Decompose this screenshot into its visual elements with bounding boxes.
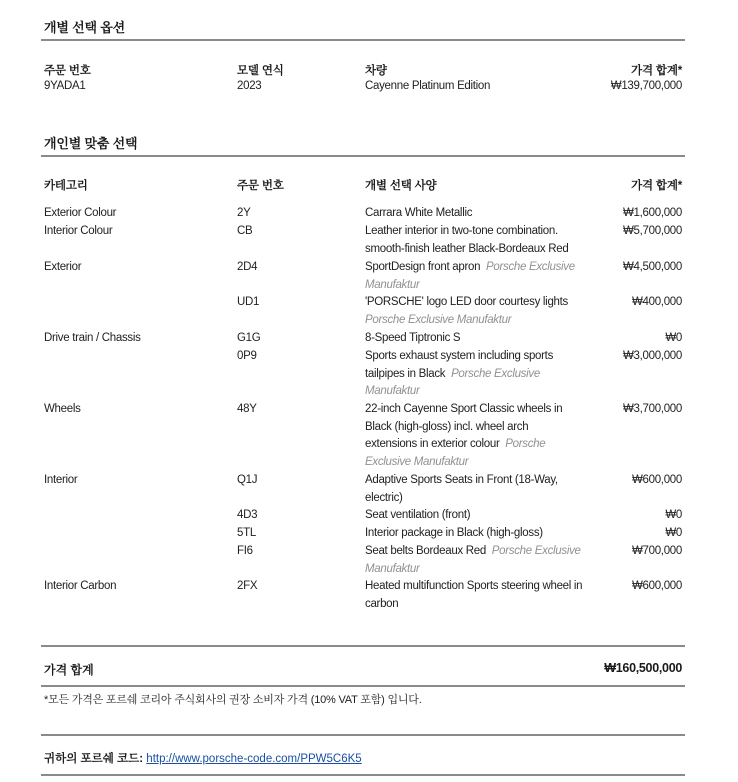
section-title-personalisation: 개인별 맞춤 선택 (44, 136, 138, 151)
manufaktur-note: Porsche Exclusive Manufaktur (365, 313, 512, 326)
option-category: Interior (44, 474, 78, 486)
option-category: Interior Carbon (44, 580, 117, 592)
header-vehicle: 차량 (365, 65, 387, 77)
option-category: Exterior (44, 261, 82, 273)
option-category: Exterior Colour (44, 207, 117, 219)
option-description: 'PORSCHE' logo LED door courtesy lights Porsche Exclusive Manufaktur (365, 296, 568, 326)
order-number-value: 9YADA1 (44, 80, 86, 92)
option-category: Interior Colour (44, 225, 113, 237)
option-code: 2D4 (237, 261, 258, 273)
option-description: Sports exhaust system including sports tailpipes in Black Porsche Exclusive Manufaktur (365, 350, 554, 397)
option-code: 48Y (237, 403, 257, 415)
total-label: 가격 합계 (44, 663, 94, 677)
option-code: Q1J (237, 474, 258, 486)
base-price-value: ₩139,700,000 (610, 80, 682, 92)
vehicle-value: Cayenne Platinum Edition (365, 80, 491, 92)
option-code: 5TL (237, 527, 256, 539)
option-code: G1G (237, 332, 261, 344)
header-option: 개별 선택 사양 (365, 180, 437, 192)
option-description: Adaptive Sports Seats in Front (18-Way, electric) (365, 474, 558, 504)
model-year-value: 2023 (237, 80, 262, 92)
manufaktur-note: Porsche Exclusive Manufaktur (365, 438, 546, 468)
total-price: ₩160,500,000 (604, 661, 682, 675)
option-description: Carrara White Metallic (365, 207, 473, 219)
option-price: ₩0 (665, 332, 682, 344)
header-order-number: 주문 번호 (44, 65, 91, 77)
manufaktur-note: Porsche Exclusive Manufaktur (365, 545, 581, 575)
option-code: 0P9 (237, 350, 257, 362)
manufaktur-note: Porsche Exclusive Manufaktur (365, 261, 575, 291)
option-price: ₩3,000,000 (622, 350, 682, 362)
option-code: UD1 (237, 296, 260, 308)
option-price: ₩600,000 (631, 580, 682, 592)
option-description: SportDesign front apron Porsche Exclusive Manufaktur (365, 261, 575, 291)
porsche-code-label: 귀하의 포르쉐 코드: (44, 753, 144, 765)
header-order-number: 주문 번호 (237, 180, 284, 192)
option-description: Seat belts Bordeaux Red Porsche Exclusive Manufaktur (365, 545, 581, 575)
option-description: Interior package in Black (high-gloss) (365, 527, 543, 539)
header-price: 가격 합계* (631, 180, 682, 192)
option-price: ₩400,000 (631, 296, 682, 308)
divider (41, 645, 685, 647)
option-description: Leather interior in two-tone combination. smooth-finish leather Black-Bordeaux Red (365, 225, 569, 255)
manufaktur-note: Porsche Exclusive Manufaktur (365, 367, 540, 397)
option-code: CB (237, 225, 253, 237)
option-category: Wheels (44, 403, 81, 415)
header-model-year: 모델 연식 (237, 65, 284, 77)
divider (41, 685, 685, 687)
option-category: Drive train / Chassis (44, 332, 141, 344)
divider (41, 155, 685, 157)
divider (41, 774, 685, 776)
option-description: Seat ventilation (front) (365, 509, 471, 521)
option-description: Heated multifunction Sports steering wheel in carbon (365, 580, 583, 610)
option-price: ₩700,000 (631, 545, 682, 557)
porsche-code-link[interactable]: http://www.porsche-code.com/PPW5C6K5 (146, 753, 362, 765)
option-description: 8-Speed Tiptronic S (365, 332, 461, 344)
option-code: 4D3 (237, 509, 258, 521)
header-total-price: 가격 합계* (631, 65, 682, 77)
option-description: 22-inch Cayenne Sport Classic wheels in Black (high-gloss) incl. wheel arch extensions in exterior colour Porsche Exclusive Manufaktur (365, 403, 563, 468)
option-price: ₩3,700,000 (622, 403, 682, 415)
option-code: 2FX (237, 580, 258, 592)
porsche-code-line (44, 750, 362, 766)
option-price: ₩4,500,000 (622, 261, 682, 273)
option-price: ₩0 (665, 527, 682, 539)
section-title-individual-options: 개별 선택 옵션 (44, 20, 125, 35)
vat-footnote: *모든 가격은 포르쉐 코리아 주식회사의 권장 소비자 가격 (10% VAT 포함) 입니다. (44, 694, 422, 706)
header-category: 카테고리 (44, 180, 88, 192)
option-code: FI6 (237, 545, 253, 557)
option-price: ₩5,700,000 (622, 225, 682, 237)
divider (41, 39, 685, 41)
option-price: ₩1,600,000 (622, 207, 682, 219)
divider (41, 734, 685, 736)
option-price: ₩0 (665, 509, 682, 521)
option-price: ₩600,000 (631, 474, 682, 486)
option-code: 2Y (237, 207, 251, 219)
